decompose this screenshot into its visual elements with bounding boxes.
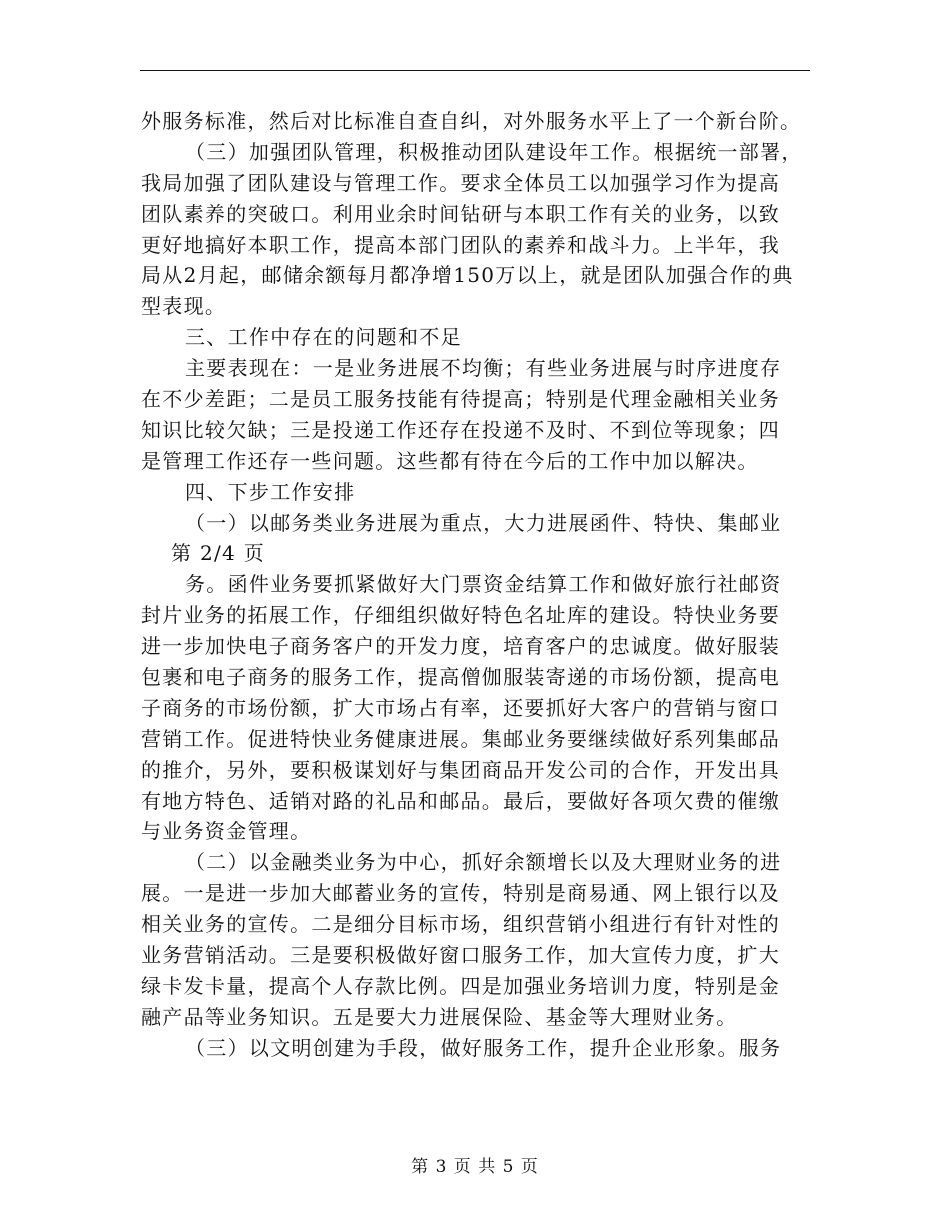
text-line: （二）以金融类业务为中心，抓好余额增长以及大理财业务的进 — [185, 850, 782, 875]
text-line: 局从2月起，邮储余额每月都净增150万以上，就是团队加强合作的典 — [141, 263, 794, 288]
text-line: 更好地搞好本职工作，提高本部门团队的素养和战斗力。上半年，我 — [141, 232, 780, 257]
inline-page-marker: 第 2/4 页 — [171, 541, 266, 566]
text-line: 业务营销活动。三是要积极做好窗口服务工作，加大宣传力度，扩大 — [141, 943, 780, 968]
body-text — [141, 106, 811, 1064]
text-line: 相关业务的宣传。二是细分目标市场，组织营销小组进行有针对性的 — [141, 912, 780, 937]
text-line: 营销工作。促进特快业务健康进展。集邮业务要继续做好系列集邮品 — [141, 726, 780, 751]
text-line: 封片业务的拓展工作，仔细组织做好特色名址库的建设。特快业务要 — [141, 603, 780, 628]
text-line: 子商务的市场份额，扩大市场占有率，还要抓好大客户的营销与窗口 — [141, 695, 780, 720]
text-line: 主要表现在：一是业务进展不均衡；有些业务进展与时序进度存 — [185, 356, 782, 381]
text-line: 我局加强了团队建设与管理工作。要求全体员工以加强学习作为提高 — [141, 170, 780, 195]
text-line: 知识比较欠缺；三是投递工作还存在投递不及时、不到位等现象；四 — [141, 417, 780, 442]
section-heading: 三、工作中存在的问题和不足 — [185, 325, 462, 350]
text-line: 有地方特色、适销对路的礼品和邮品。最后，要做好各项欠费的催缴 — [141, 788, 780, 813]
text-line: 团队素养的突破口。利用业余时间钻研与本职工作有关的业务，以致 — [141, 201, 780, 226]
text-line: 务。函件业务要抓紧做好大门票资金结算工作和做好旅行社邮资 — [185, 572, 782, 597]
text-line: 是管理工作还存一些问题。这些都有待在今后的工作中加以解决。 — [141, 448, 759, 473]
text-line: 绿卡发卡量，提高个人存款比例。四是加强业务培训力度，特别是金 — [141, 973, 780, 998]
text-line: 融产品等业务知识。五是要大力进展保险、基金等大理财业务。 — [141, 1004, 738, 1029]
text-line: 的推介，另外，要积极谋划好与集团商品开发公司的合作，开发出具 — [141, 757, 780, 782]
text-line: 在不少差距；二是员工服务技能有待提高；特别是代理金融相关业务 — [141, 387, 780, 412]
text-line: 与业务资金管理。 — [141, 819, 312, 844]
text-line: 外服务标准，然后对比标准自查自纠，对外服务水平上了一个新台阶。 — [141, 109, 802, 133]
text-line: 进一步加快电子商务客户的开发力度，培育客户的忠诚度。做好服装 — [141, 634, 780, 659]
page-footer: 第 3 页 共 5 页 — [411, 1157, 539, 1177]
text-line: 包裹和电子商务的服务工作，提高僧伽服装寄递的市场份额，提高电 — [141, 665, 780, 690]
text-line: （三）以文明创建为手段，做好服务工作，提升企业形象。服务 — [185, 1035, 782, 1060]
text-line: （三）加强团队管理，积极推动团队建设年工作。根据统一部署， — [185, 139, 803, 164]
text-line: 型表现。 — [141, 294, 227, 319]
section-heading: 四、下步工作安排 — [185, 479, 356, 504]
header-rule — [140, 70, 810, 71]
text-line: （一）以邮务类业务进展为重点，大力进展函件、特快、集邮业 — [185, 510, 782, 535]
text-line: 展。一是进一步加大邮蓄业务的宣传，特别是商易通、网上银行以及 — [141, 881, 780, 906]
